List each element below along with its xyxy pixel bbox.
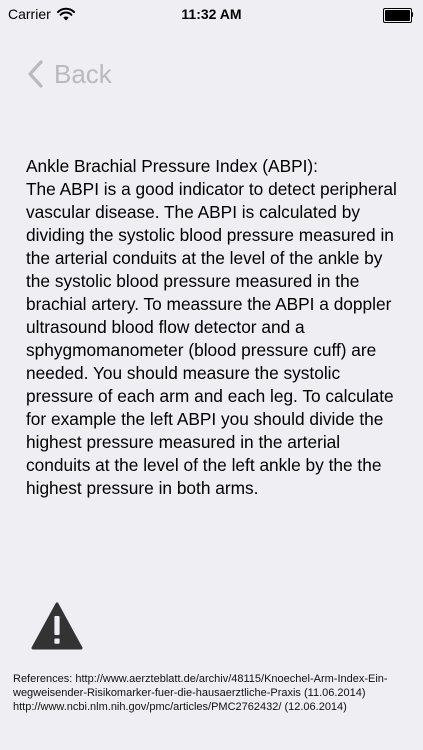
reference-2: http://www.ncbi.nlm.nih.gov/pmc/articles/PMC2762432/ (12.06.2014) bbox=[13, 701, 347, 713]
chevron-left-icon bbox=[26, 59, 44, 89]
carrier-label: Carrier bbox=[8, 6, 51, 22]
reference-1: References: http://www.aerzteblatt.de/archiv/48115/Knoechel-Arm-Index-Ein-wegweisender-Risikomarker-fuer-die-hausaerztliche-Praxis (11.06.2014) bbox=[13, 673, 388, 699]
status-bar bbox=[0, 0, 423, 30]
back-button[interactable] bbox=[26, 56, 112, 92]
battery-icon bbox=[383, 8, 413, 21]
back-button-label: Back bbox=[54, 59, 112, 89]
abpi-description: Ankle Brachial Pressure Index (ABPI): The ABPI is a good indicator to detect peripheral vascular disease. The ABPI is calculated by dividing the systolic blood pressure measured in the arterial conduits at the level of the ankle by the systolic blood pressure measured in the brachial artery. To meassure the ABPI a doppler ultrasound blood flow detector and a sphygmomanometer (blood pressure cuff) are needed. You should measure the systolic pressure of each arm and each leg. To calculate for example the left ABPI you should divide the highest pressure measured in the arterial conduits at the level of the left ankle by the the highest pressure in both arms. bbox=[26, 156, 397, 498]
warning-triangle-icon bbox=[31, 600, 83, 652]
status-time: 11:32 AM bbox=[181, 6, 242, 22]
references bbox=[13, 672, 415, 714]
